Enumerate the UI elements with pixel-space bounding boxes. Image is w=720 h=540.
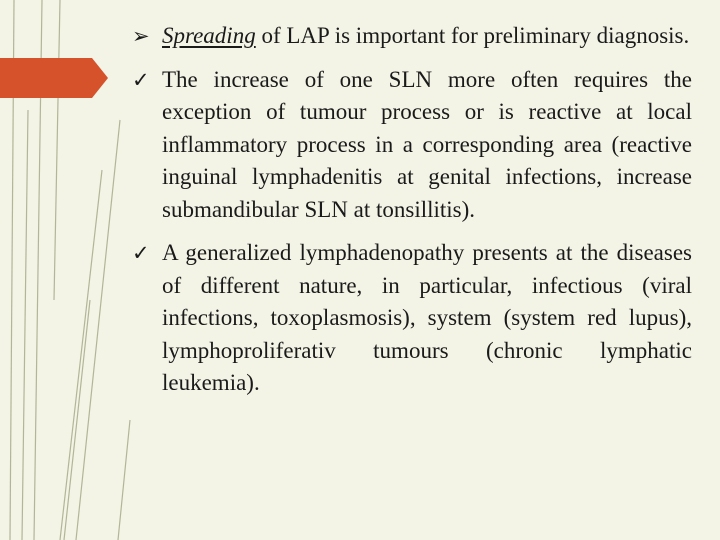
- orange-accent-tab: [0, 58, 108, 98]
- bullet-text: A generalized lymphadenopathy presents at the diseases of different nature, in particular, infectious (viral infections, toxoplasmosis), system (system red lupus), lymphoproliferativ tumours (chronic lymphatic leukemia).: [162, 240, 692, 395]
- check-bullet-icon: ✓: [132, 241, 150, 265]
- arrow-bullet-icon: ➢: [132, 24, 150, 48]
- bullet-term: Spreading: [162, 23, 256, 48]
- bullet-text: of LAP is important for preliminary diagnosis.: [255, 23, 690, 48]
- check-bullet-icon: ✓: [132, 67, 150, 92]
- bullet-text: The increase of one SLN more often requires the exception of tumour process or is reactive at local inflammatory process in a corresponding area (reactive inguinal lymphadenitis at genital infections, increase submandibular SLN at tonsillitis).: [162, 66, 692, 222]
- bullet-item: [132, 64, 692, 227]
- bullet-item: [132, 20, 692, 53]
- slide-content: [132, 20, 692, 400]
- bullet-item: [132, 237, 692, 400]
